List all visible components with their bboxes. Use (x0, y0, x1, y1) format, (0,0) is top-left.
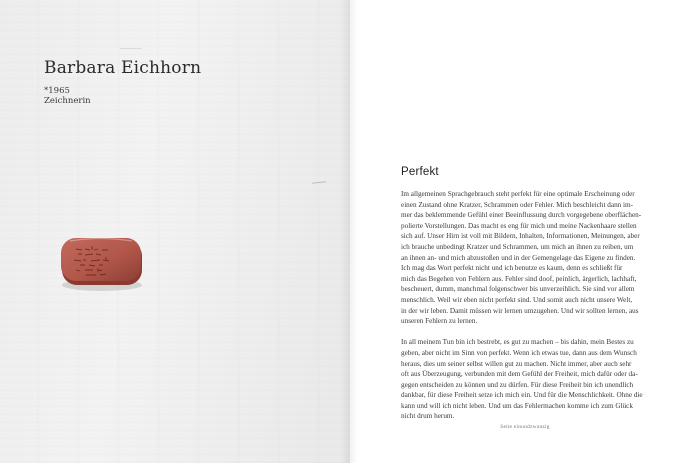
paragraph (401, 189, 657, 327)
text-line: kann und will ich nicht leben. Und um das Fehlermachen komme ich zum Glück (401, 401, 633, 410)
text-line: mich das Begehen von Fehlern aus. Fehler sind doof, peinlich, ärgerlich, lachhaft, (401, 274, 637, 283)
text-line: Ich mag das Wort perfekt nicht und ich benutze es kaum, denn es schließt für (401, 264, 623, 273)
text-line: mer das beklemmende Gefühl einer Beeinflussung durch vorgegebene oberflächen- (401, 211, 642, 220)
essay-body (401, 189, 657, 422)
artist-birth-year: *1965 (44, 86, 70, 96)
text-line: einen Zustand ohne Kratzer, Schrammen oder Fehler. Mich beschleicht dann im- (401, 200, 634, 209)
text-line: geben, aber nicht im Sinn von perfekt. Wenn ich etwas tue, dann aus dem Wunsch (401, 348, 637, 357)
artist-name: Barbara Eichhorn (44, 58, 202, 78)
text-line: Im allgemeinen Sprachgebrauch steht perfekt für eine optimale Erscheinung oder (401, 190, 635, 198)
page-number: Seite einundzwanzig (500, 424, 550, 430)
eraser-artwork (56, 235, 148, 295)
paragraph-gap (401, 327, 657, 338)
text-line: sich auf. Unser Hirn ist voll mit Bildern, Inhalten, Informationen, Meinungen, aber (401, 232, 640, 241)
gutter-shadow (340, 0, 350, 463)
wood-crack (120, 48, 142, 49)
text-line: gegen entscheiden zu können und zu dürfen. Für diese Freiheit bin ich unendlich (401, 380, 634, 389)
artist-profession: Zeichnerin (44, 96, 91, 106)
text-line: an ihnen an- und mich abzustoßen und in der Gemengelage das Eigene zu finden. (401, 253, 636, 262)
text-line: dankbar, für diese Freiheit setze ich mich ein. Und für die Menschlichkeit. Ohne die (401, 391, 643, 400)
essay-title: Perfekt (401, 166, 439, 178)
text-line: heraus, dies um seiner selbst willen gut zu machen. Nicht immer, aber auch sehr (401, 359, 632, 368)
text-line: ich brauche unbedingt Kratzer und Schrammen, um mich an ihnen zu reiben, um (401, 242, 634, 251)
text-line: unseren Fehlern zu lernen. (401, 317, 478, 326)
wood-crack (312, 181, 326, 183)
text-line: menschlich. Weil wir eben nicht perfekt sind. Und somit auch nicht unsere Welt, (401, 295, 633, 304)
text-line: in der wir leben. Damit müssen wir lernen umzugehen. Und wir sollten lernen, aus (401, 306, 639, 315)
text-page (350, 0, 700, 463)
text-line: nicht drum herum. (401, 412, 455, 421)
text-line: bescheuert, dumm, manchmal folgenschwer bis unverzeihlich. Sie sind vor allem (401, 285, 635, 294)
gutter-shadow (350, 0, 358, 463)
text-line: polierte Vorstellungen. Das macht es eng für mich und meine Nackenhaare stellen (401, 221, 637, 230)
paragraph (401, 337, 657, 422)
text-line: oft aus Überzeugung, verbunden mit dem Gefühl der Freiheit, mich dafür oder da- (401, 370, 638, 379)
text-line: In all meinem Tun bin ich bestrebt, es gut zu machen – bis dahin, mein Bestes zu (401, 338, 634, 347)
